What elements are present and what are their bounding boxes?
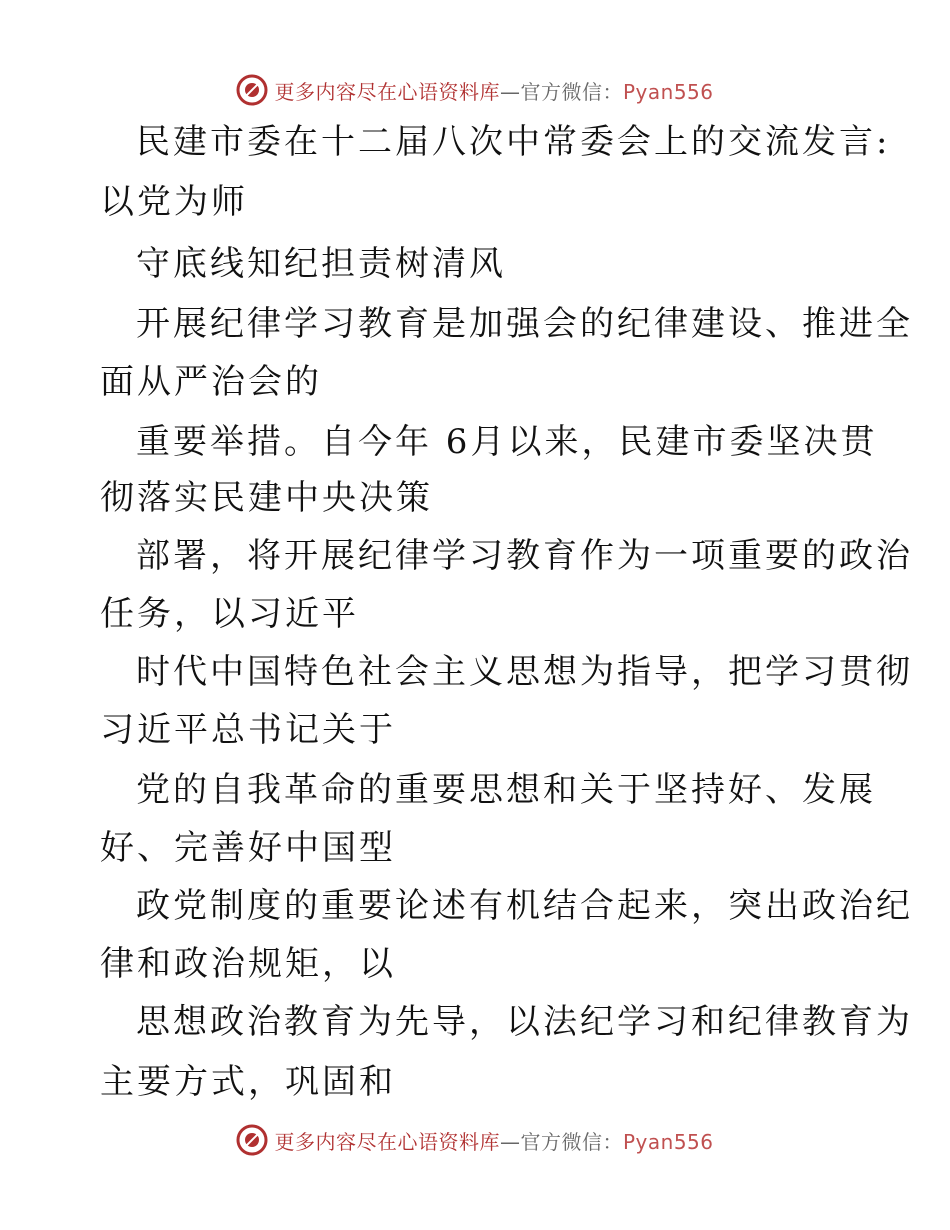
body-line: 律和政治规矩，以 [100, 944, 396, 984]
header-banner-label: 官方微信： [520, 79, 623, 104]
body-line: 开展纪律学习教育是加强会的纪律建设、推进全 [136, 304, 913, 344]
body-line: 主要方式，巩固和 [100, 1062, 396, 1102]
body-line: 守底线知纪担责树清风 [136, 244, 506, 284]
body-line: 习近平总书记关于 [100, 710, 396, 750]
footer-banner-wechat-id: Pyan556 [622, 1129, 714, 1154]
header-banner [0, 70, 950, 110]
body-line: 好、完善好中国型 [100, 828, 396, 868]
header-banner-dash: — [499, 79, 521, 104]
body-line: 彻落实民建中央决策 [100, 478, 433, 518]
footer-banner-text [274, 1126, 713, 1155]
body-line: 部署，将开展纪律学习教育作为一项重要的政治 [136, 536, 913, 576]
body-line: 重要举措。自今年 6月以来，民建市委坚决贯 [136, 422, 878, 462]
header-banner-cn: 更多内容尽在心语资料库 [274, 79, 500, 104]
body-line: 面从严治会的 [100, 362, 322, 402]
header-banner-wechat-id: Pyan556 [622, 79, 714, 104]
body-line: 时代中国特色社会主义思想为指导，把学习贯彻 [136, 652, 913, 692]
footer-banner-dash: — [499, 1129, 521, 1154]
header-banner-text [274, 76, 713, 105]
footer-banner-cn: 更多内容尽在心语资料库 [274, 1129, 500, 1154]
body-line: 以党为师 [100, 182, 248, 222]
body-line: 党的自我革命的重要思想和关于坚持好、发展 [136, 770, 876, 810]
red-circular-seal-icon [236, 1124, 268, 1156]
body-line: 政党制度的重要论述有机结合起来，突出政治纪 [136, 886, 913, 926]
body-line: 民建市委在十二届八次中常委会上的交流发言: [136, 122, 891, 162]
red-circular-seal-icon [236, 74, 268, 106]
body-line: 思想政治教育为先导，以法纪学习和纪律教育为 [136, 1002, 913, 1042]
footer-banner [0, 1120, 950, 1160]
body-line: 任务，以习近平 [100, 594, 359, 634]
footer-banner-label: 官方微信： [520, 1129, 623, 1154]
